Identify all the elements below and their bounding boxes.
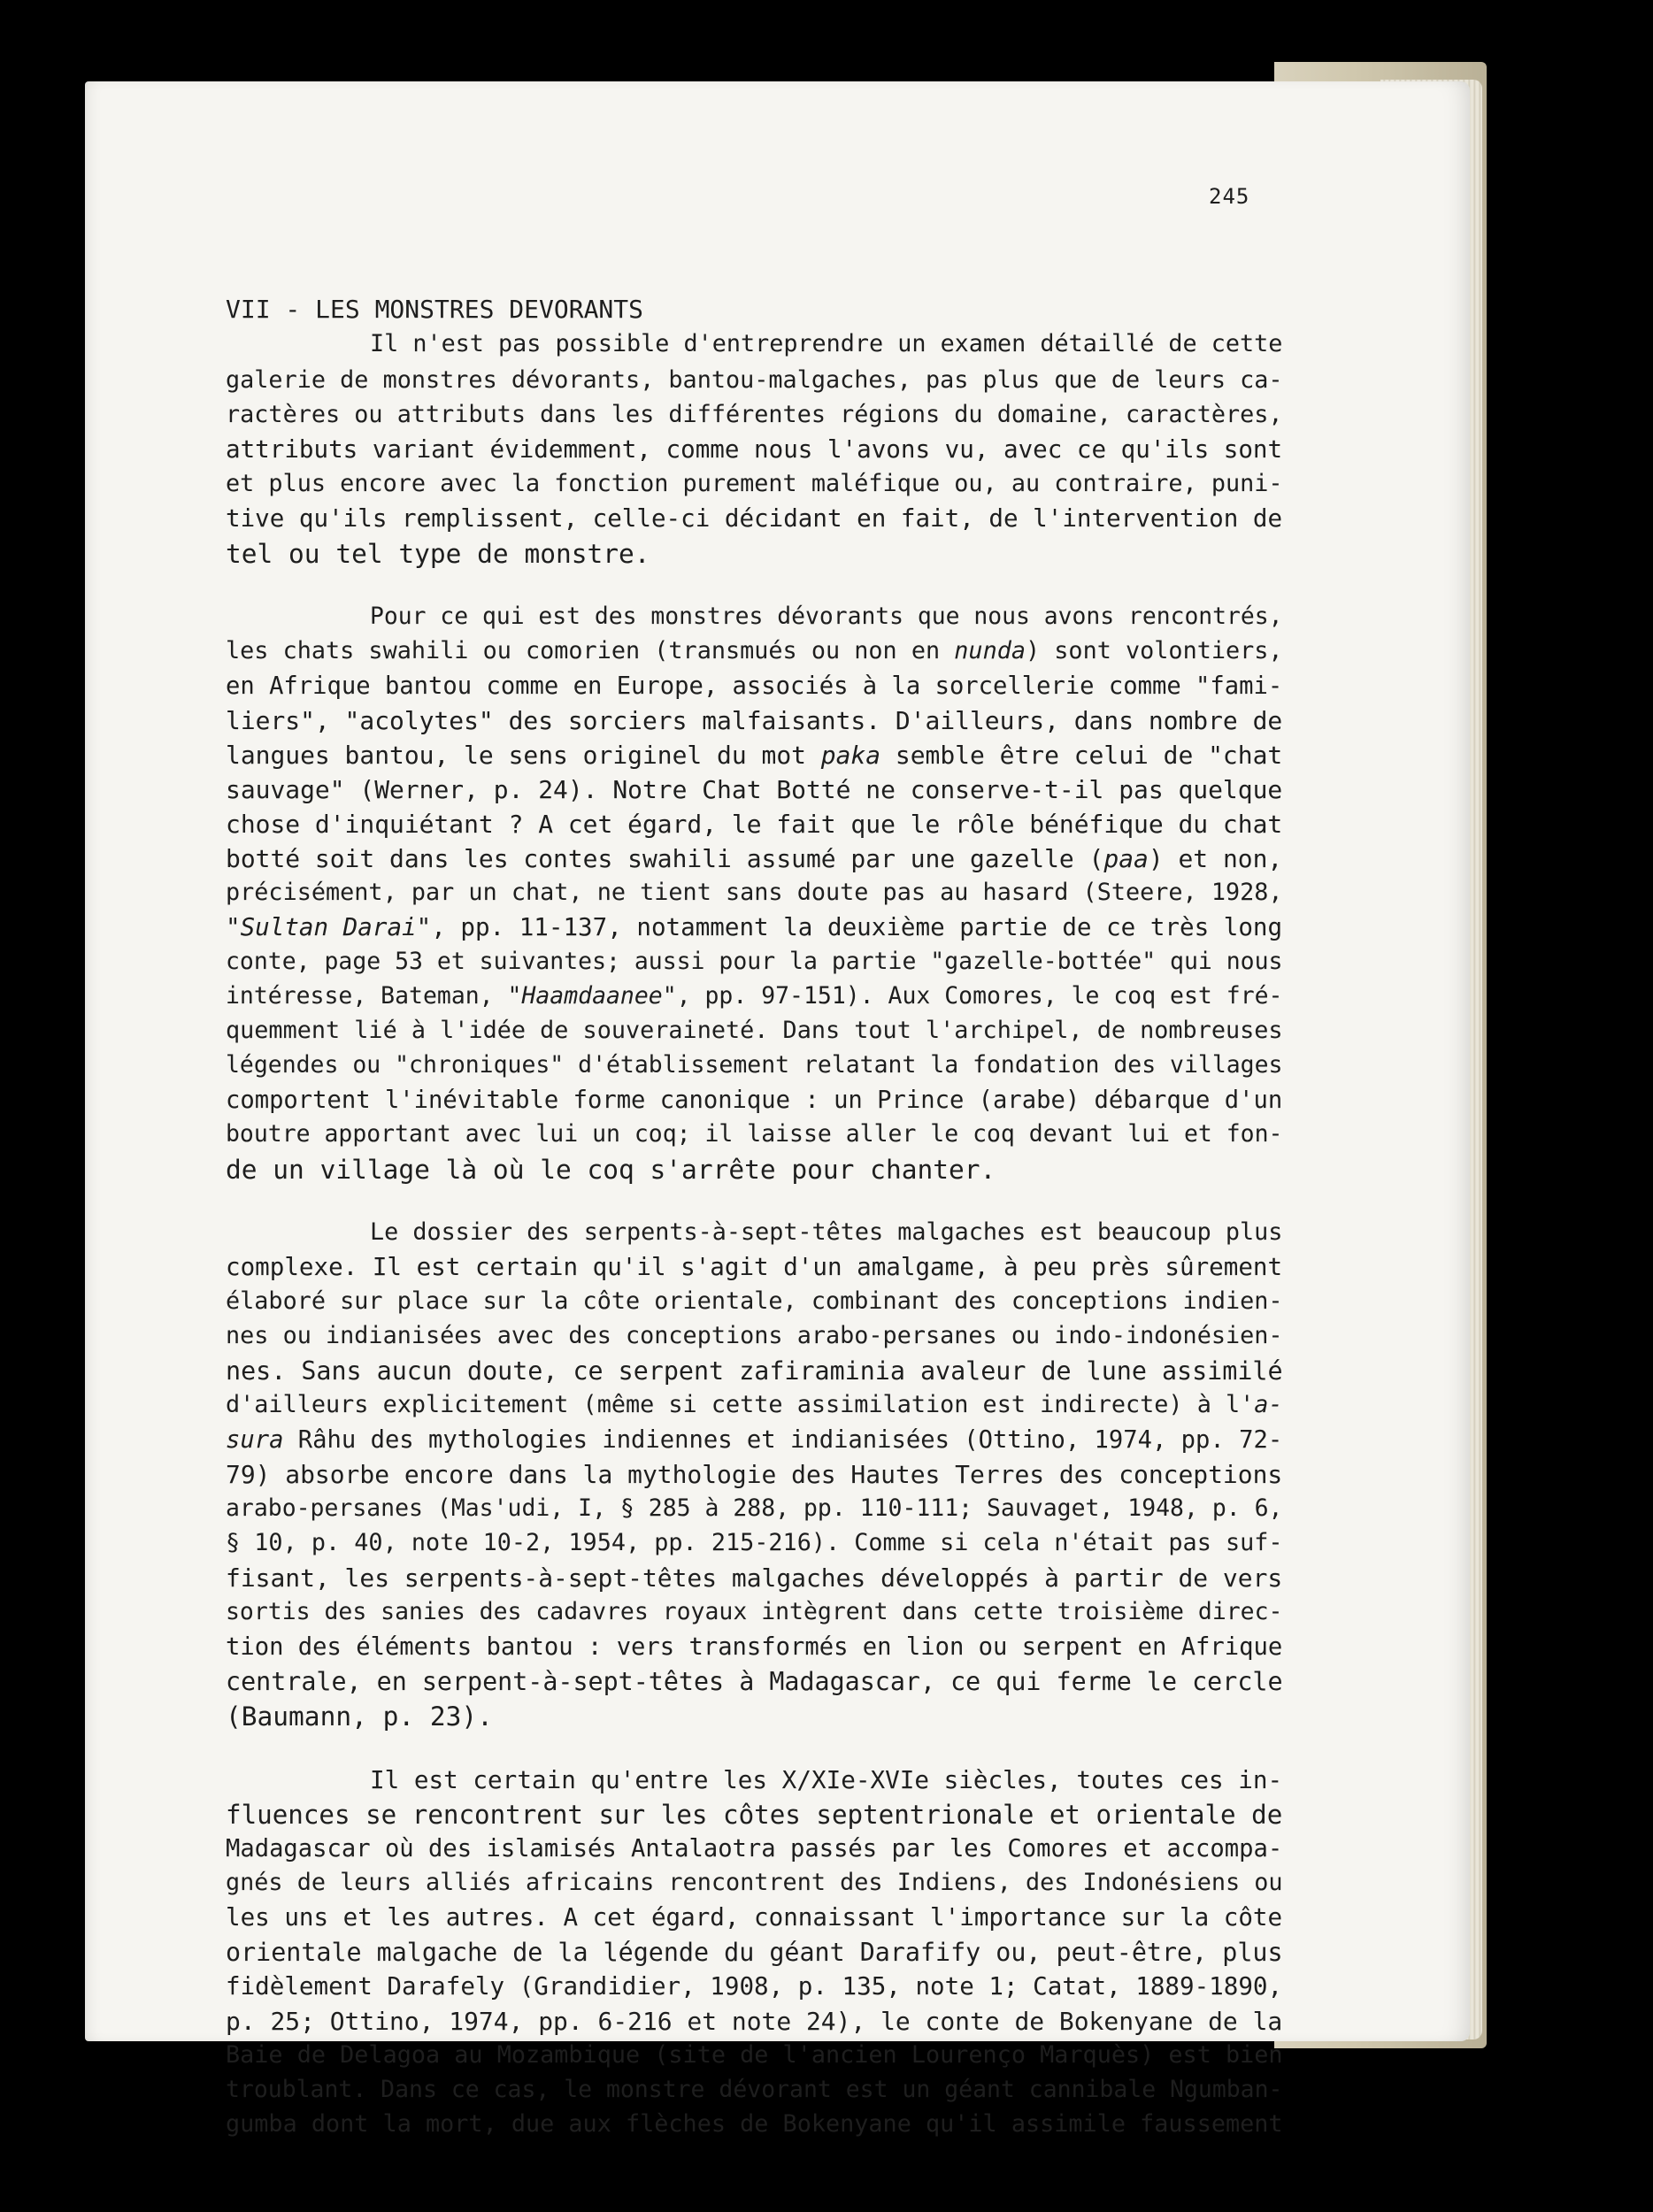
text-line — [226, 706, 1283, 735]
text-run: nes ou indianisées avec des conceptions arabo-persanes ou indo-indonésien- — [226, 1322, 1283, 1349]
text-run: fluences se rencontrent sur les côtes septentrionale et orientale de — [226, 1800, 1283, 1830]
text-line — [226, 1253, 1283, 1281]
text-line — [226, 982, 1283, 1010]
text-run: boutre apportant avec lui un coq; il laisse aller le coq devant lui et fon- — [226, 1120, 1283, 1148]
text-line — [226, 1322, 1283, 1349]
text-run: ) et non, — [1148, 844, 1283, 873]
text-run: ) sont volontiers, — [1026, 637, 1283, 664]
text-run: de un village là où le coq s'arrête pour chanter. — [226, 1155, 996, 1185]
text-line — [370, 330, 1283, 357]
text-line — [226, 2110, 1283, 2138]
text-run: Pour ce qui est des monstres dévorants que nous avons rencontrés, — [370, 603, 1283, 630]
text-run: ", pp. 11-137, notamment la deuxième partie de ce très long — [416, 913, 1283, 941]
text-line — [226, 1529, 1283, 1556]
text-line — [226, 1088, 1282, 1112]
text-run: d'ailleurs explicitement (même si cette assimilation est indirecte) à l' — [226, 1391, 1255, 1418]
text-run: Baie de Delagoa au Mozambique (site de l'ancien Lourenço Marquès) est bien — [226, 2041, 1283, 2069]
text-run: troublant. Dans ce cas, le monstre dévorant est un géant cannibale Ngumban- — [226, 2076, 1283, 2103]
text-line — [226, 637, 1283, 664]
text-run: galerie de monstres dévorants, bantou-malgaches, pas plus que de leurs ca- — [226, 366, 1283, 394]
text-line — [226, 1701, 493, 1732]
text-run: gumba dont la mort, due aux flèches de Bokenyane qu'il assimile faussement — [226, 2110, 1283, 2138]
italic-term: paka — [820, 741, 881, 770]
text-line — [226, 1356, 1283, 1386]
italic-term: nunda — [954, 637, 1026, 664]
italic-term: Sultan Darai — [240, 913, 417, 941]
text-run: centrale, en serpent-à-sept-têtes à Madagascar, ce qui ferme le cercle — [226, 1667, 1283, 1696]
text-line — [226, 1940, 1283, 1965]
text-line — [226, 844, 1283, 873]
text-run: botté soit dans les contes swahili assumé par une gazelle ( — [226, 844, 1104, 873]
text-run: arabo-persanes (Mas'udi, I, § 285 à 288, pp. 110-111; Sauvaget, 1948, p. 6, — [226, 1494, 1283, 1522]
text-line — [226, 541, 650, 568]
text-line — [370, 1765, 1283, 1794]
text-line — [226, 403, 1283, 427]
text-run: en Afrique bantou comme en Europe, associés à la sorcellerie comme "fami- — [226, 672, 1283, 700]
text-run: langues bantou, le sens originel du mot — [226, 741, 821, 770]
italic-term: paa — [1103, 844, 1149, 873]
text-run: sauvage" (Werner, p. 24). Notre Chat Botté ne conserve-t-il pas quelque — [226, 775, 1283, 804]
text-run: tive qu'ils remplissent, celle-ci décidant en fait, de l'intervention de — [226, 504, 1283, 533]
text-line — [226, 1802, 1282, 1828]
text-run: orientale malgache de la légende du géant Darafify ou, peut-être, plus — [226, 1938, 1283, 1967]
text-line — [226, 2041, 1283, 2069]
text-run: " — [226, 913, 241, 941]
text-line — [370, 605, 1283, 628]
text-line — [226, 1635, 1282, 1659]
text-run: (Baumann, p. 23). — [226, 1701, 493, 1732]
text-run: tion des éléments bantou : vers transformés en lion ou serpent en Afrique — [226, 1633, 1283, 1661]
text-run: les uns et les autres. A cet égard, connaissant l'importance sur la côte — [226, 1903, 1283, 1932]
text-line — [226, 812, 1282, 837]
text-run: gnés de leurs alliés africains rencontrent des Indiens, des Indonésiens ou — [226, 1869, 1283, 1896]
text-line — [226, 881, 1283, 905]
text-line — [226, 435, 1283, 464]
text-run: intéresse, Bateman, " — [226, 982, 522, 1010]
italic-term: sura — [226, 1426, 284, 1454]
text-run: précisément, par un chat, ne tient sans doute pas au hasard (Steere, 1928, — [226, 879, 1283, 906]
text-line — [226, 1598, 1283, 1625]
text-run: Râhu des mythologies indiennes et indianisées (Ottino, 1974, pp. 72- — [283, 1426, 1283, 1454]
text-run: complexe. Il est certain qu'il s'agit d'un amalgame, à peu près sûrement — [226, 1253, 1283, 1281]
text-run: élaboré sur place sur la côte orientale, combinant des conceptions indien- — [226, 1287, 1283, 1315]
text-line — [226, 2078, 1282, 2101]
text-run: Il est certain qu'entre les X/XIe-XVIe siècles, toutes ces in- — [370, 1765, 1283, 1794]
text-line — [226, 775, 1283, 804]
text-run: p. 25; Ottino, 1974, pp. 6-216 et note 24), le conte de Bokenyane de la — [226, 2007, 1283, 2036]
text-line — [226, 472, 1283, 496]
text-run: et plus encore avec la fonction purement maléfique ou, au contraire, puni- — [226, 470, 1283, 497]
text-line — [226, 1019, 1283, 1043]
text-line — [226, 1667, 1283, 1696]
text-line — [226, 1972, 1283, 2001]
text-line — [226, 1287, 1283, 1315]
text-run: nes. Sans aucun doute, ce serpent zafiraminia avaleur de lune assimilé — [226, 1356, 1283, 1386]
text-run: les chats swahili ou comorien (transmués ou non en — [226, 637, 955, 664]
page-number: 245 — [1209, 184, 1250, 209]
italic-term: Haamdaanee — [521, 982, 663, 1010]
text-line — [226, 1120, 1283, 1148]
text-line — [226, 366, 1283, 394]
text-line — [226, 1871, 1283, 1895]
text-line — [226, 950, 1282, 973]
text-run: Il n'est pas possible d'entreprendre un examen détaillé de cette — [370, 330, 1283, 357]
text-run: tel ou tel type de monstre. — [226, 539, 650, 569]
text-line — [226, 913, 1283, 941]
text-line — [226, 1391, 1283, 1418]
text-run: légendes ou "chroniques" d'établissement relatant la fondation des villages — [226, 1051, 1283, 1079]
text-run: 79) absorbe encore dans la mythologie des Hautes Terres des conceptions — [226, 1460, 1283, 1489]
text-line — [226, 1428, 1282, 1452]
text-line — [226, 1494, 1283, 1522]
text-run: fisant, les serpents-à-sept-têtes malgaches développés à partir de vers — [226, 1563, 1283, 1593]
text-run: fidèlement Darafely (Grandidier, 1908, p. 135, note 1; Catat, 1889-1890, — [226, 1972, 1283, 2001]
text-line — [226, 1903, 1283, 1932]
text-run: § 10, p. 40, note 10-2, 1954, pp. 215-216). Comme si cela n'était pas suf- — [226, 1529, 1283, 1556]
text-line — [226, 1157, 996, 1184]
text-line — [226, 743, 1282, 768]
text-run: ractères ou attributs dans les différentes régions du domaine, caractères, — [226, 401, 1283, 428]
text-line — [226, 504, 1283, 533]
text-line — [226, 1051, 1283, 1079]
text-line — [226, 674, 1282, 698]
text-line — [226, 1460, 1283, 1489]
text-run: quemment lié à l'idée de souveraineté. Dans tout l'archipel, de nombreuses — [226, 1017, 1283, 1044]
text-run: chose d'inquiétant ? A cet égard, le fait que le rôle bénéfique du chat — [226, 810, 1283, 839]
text-line — [226, 1837, 1282, 1861]
text-run: sortis des sanies des cadavres royaux intègrent dans cette troisième direc- — [226, 1598, 1283, 1625]
text-run: conte, page 53 et suivantes; aussi pour la partie "gazelle-bottée" qui nous — [226, 948, 1283, 975]
italic-term: a- — [1254, 1391, 1283, 1418]
text-run: comportent l'inévitable forme canonique : un Prince (arabe) débarque d'un — [226, 1087, 1283, 1114]
text-line — [226, 1563, 1283, 1593]
text-run: Madagascar où des islamisés Antalaotra passés par les Comores et accompa- — [226, 1835, 1283, 1863]
text-run: attributs variant évidemment, comme nous l'avons vu, avec ce qu'ils sont — [226, 435, 1283, 464]
text-run: semble être celui de "chat — [880, 741, 1283, 770]
text-run: liers", "acolytes" des sorciers malfaisants. D'ailleurs, dans nombre de — [226, 706, 1283, 735]
text-line — [370, 1218, 1283, 1246]
text-line — [226, 2009, 1282, 2034]
text-run: Le dossier des serpents-à-sept-têtes malgaches est beaucoup plus — [370, 1218, 1283, 1246]
section-heading: VII - LES MONSTRES DEVORANTS — [226, 295, 644, 324]
text-run: ", pp. 97-151). Aux Comores, le coq est fré- — [662, 982, 1283, 1010]
